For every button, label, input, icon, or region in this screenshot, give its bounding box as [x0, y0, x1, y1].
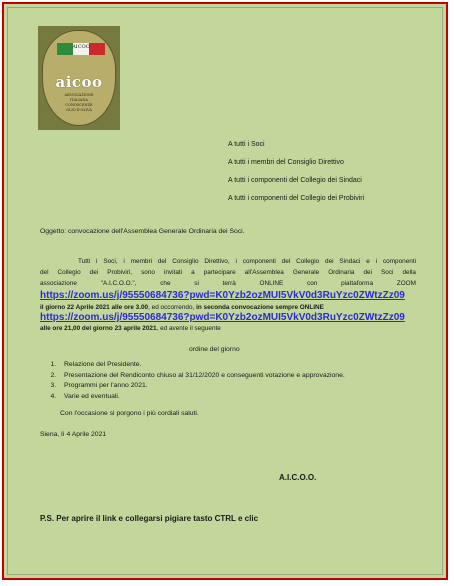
subject-line: Oggetto: convocazione dell'Assemblea Generale Ordinaria dei Soci.	[40, 228, 245, 235]
body-line-1: Tutti i Soci, i membri del Consiglio Direttivo, i componenti del Collegio dei Sindaci e i componenti	[78, 258, 416, 265]
agenda-item: 4. Varie ed eventuali.	[58, 392, 345, 403]
logo-subtitle-line: ITALIANA	[70, 98, 88, 102]
recipient-soci: A tutti i Soci	[228, 141, 265, 148]
body-line-3: associazione "A.I.C.O.O.", che si terrà ONLINE con piattaforma ZOOM	[40, 280, 416, 287]
aicoo-logo	[38, 26, 120, 130]
ps-note: P.S. Per aprire il link e collegarsi pigiare tasto CTRL e clic	[40, 514, 259, 523]
body-line-2: del Collegio dei Probiviri, sono invitati a partecipare all'Assemblea Generale Ordinaria dei Soci della	[40, 269, 416, 276]
body-paragraph	[40, 256, 416, 289]
recipient-consiglio: A tutti i membri del Consiglio Direttivo	[228, 159, 344, 166]
closing-line: Con l'occasione si porgono i più cordiali saluti.	[60, 410, 199, 417]
agenda-list	[40, 360, 345, 402]
signature: A.I.C.O.O.	[279, 473, 317, 482]
agenda-item: 3. Programmi per l'anno 2021.	[58, 381, 345, 392]
agenda-title: ordine del giorno	[189, 346, 240, 353]
agenda-item: 2. Presentazione del Rendiconto chiuso al 31/12/2020 e conseguenti votazione e approvazione.	[58, 371, 345, 382]
recipient-sindaci: A tutti i componenti del Collegio dei Sindaci	[228, 177, 362, 184]
logo-subtitle-line: OLIO D'OLIVA	[66, 108, 92, 112]
italian-flag-icon	[57, 43, 105, 55]
logo-subtitle	[43, 93, 115, 113]
logo-subtitle-line: CONOSCENZE	[65, 103, 93, 107]
first-call-line: il giorno 22 Aprile 2021 alle ore 3.00, ed occorrendo, in seconda convocazione sempre ONLINE	[40, 304, 324, 311]
zoom-link-2[interactable]: https://zoom.us/j/95550684736?pwd=K0Yzb2ozMUI5VkV0d3RuYzc0ZWtzZz09	[40, 312, 405, 323]
agenda-item: 1. Relazione del Presidente.	[58, 360, 345, 371]
second-call-line: alle ore 21,00 del giorno 23 aprile 2021, ed avente il seguente	[40, 325, 221, 332]
recipient-probiviri: A tutti i componenti del Collegio dei Probiviri	[228, 195, 365, 202]
logo-subtitle-line: ASSOCIAZIONE	[64, 93, 94, 97]
place-date: Siena, lì 4 Aprile 2021	[40, 431, 107, 438]
zoom-link-1[interactable]: https://zoom.us/j/95550684736?pwd=K0Yzb2ozMUI5VkV0d3RuYzc0ZWtzZz09	[40, 290, 405, 301]
flag-text: AICOO	[72, 44, 90, 50]
logo-oval	[42, 30, 116, 126]
logo-name: aicoo	[55, 73, 103, 91]
